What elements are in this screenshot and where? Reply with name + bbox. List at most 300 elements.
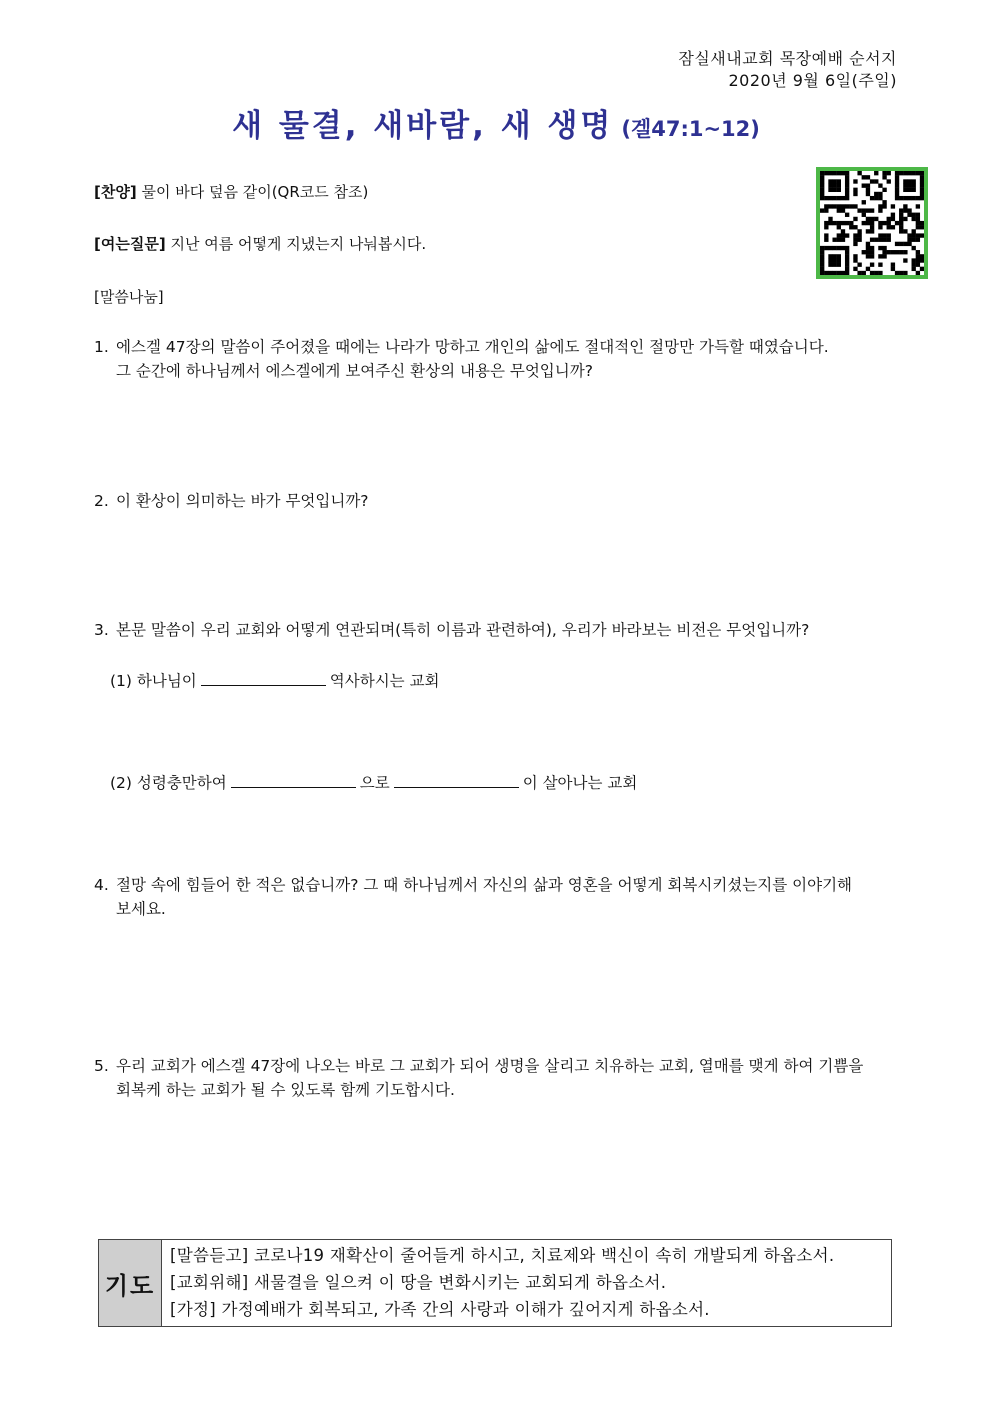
qr-module bbox=[857, 208, 861, 212]
qr-module bbox=[824, 208, 828, 212]
qr-module bbox=[920, 175, 924, 179]
qr-module bbox=[828, 246, 832, 250]
qr-module bbox=[870, 250, 874, 254]
scripture-reference: (겔47:1~12) bbox=[621, 117, 760, 141]
qr-module bbox=[820, 188, 824, 192]
qr-module bbox=[878, 225, 882, 229]
qr-module bbox=[832, 183, 836, 187]
qr-module bbox=[841, 171, 845, 175]
qr-module bbox=[920, 188, 924, 192]
qr-module bbox=[916, 254, 920, 258]
qr-module bbox=[870, 254, 874, 258]
qr-module bbox=[903, 229, 907, 233]
qr-module bbox=[895, 250, 899, 254]
qr-module bbox=[853, 242, 857, 246]
page-title bbox=[0, 100, 992, 145]
qr-module bbox=[920, 254, 924, 258]
qr-module bbox=[820, 175, 824, 179]
qr-module bbox=[820, 192, 824, 196]
qr-module bbox=[845, 258, 849, 262]
qr-module bbox=[862, 175, 866, 179]
qr-module bbox=[845, 233, 849, 237]
qr-module bbox=[849, 225, 853, 229]
qr-module bbox=[907, 233, 911, 237]
qr-module bbox=[857, 229, 861, 233]
qr-module bbox=[845, 179, 849, 183]
qr-module bbox=[916, 263, 920, 267]
qr-module bbox=[824, 246, 828, 250]
qr-module bbox=[878, 263, 882, 267]
qr-module bbox=[845, 183, 849, 187]
qr-module bbox=[874, 179, 878, 183]
fill-in-blank[interactable] bbox=[231, 773, 356, 788]
qr-module bbox=[878, 196, 882, 200]
question-5 bbox=[94, 1054, 894, 1102]
qr-module bbox=[866, 242, 870, 246]
question-text: 우리 교회가 에스겔 47장에 나오는 바로 그 교회가 되어 생명을 살리고 치유하는 교회, 열매를 맺게 하여 기쁨을 bbox=[116, 1057, 864, 1075]
qr-module bbox=[916, 225, 920, 229]
sermon-title: 새 물결, 새바람, 새 생명 bbox=[232, 108, 614, 144]
question-text-cont: 회복케 하는 교회가 될 수 있도록 함께 기도합시다. bbox=[116, 1081, 455, 1099]
qr-module bbox=[907, 188, 911, 192]
qr-module bbox=[874, 171, 878, 175]
qr-module bbox=[907, 208, 911, 212]
qr-module bbox=[853, 179, 857, 183]
qr-module bbox=[828, 188, 832, 192]
qr-module bbox=[891, 267, 895, 271]
qr-module bbox=[866, 188, 870, 192]
service-date: 2020년 9월 6일(주일) bbox=[728, 71, 897, 90]
qr-module bbox=[866, 192, 870, 196]
qr-module bbox=[903, 204, 907, 208]
qr-module bbox=[837, 221, 841, 225]
qr-module bbox=[895, 188, 899, 192]
qr-module bbox=[866, 175, 870, 179]
qr-module bbox=[920, 196, 924, 200]
qr-module bbox=[862, 183, 866, 187]
qr-module bbox=[862, 250, 866, 254]
qr-module bbox=[895, 192, 899, 196]
qr-module bbox=[845, 263, 849, 267]
qr-module bbox=[820, 267, 824, 271]
qr-module bbox=[899, 229, 903, 233]
qr-module bbox=[837, 263, 841, 267]
qr-module bbox=[837, 246, 841, 250]
qr-module bbox=[845, 221, 849, 225]
qr-module bbox=[912, 233, 916, 237]
qr-module bbox=[920, 225, 924, 229]
qr-module bbox=[866, 217, 870, 221]
qr-module bbox=[837, 183, 841, 187]
qr-module bbox=[887, 221, 891, 225]
qr-module bbox=[887, 233, 891, 237]
sub-item-2-prefix: (2) 성령충만하여 bbox=[110, 774, 227, 792]
qr-module bbox=[916, 204, 920, 208]
question-number: 4. bbox=[94, 876, 109, 894]
qr-module bbox=[903, 217, 907, 221]
qr-module bbox=[824, 271, 828, 275]
sub-item-2 bbox=[110, 772, 637, 794]
qr-module bbox=[828, 254, 832, 258]
qr-module bbox=[870, 217, 874, 221]
opening-question-tag: [여는질문] bbox=[94, 235, 166, 253]
qr-module bbox=[828, 171, 832, 175]
qr-module bbox=[841, 208, 845, 212]
qr-module bbox=[920, 221, 924, 225]
qr-module bbox=[828, 258, 832, 262]
question-text-cont: 보세요. bbox=[116, 900, 166, 918]
qr-module bbox=[849, 204, 853, 208]
qr-module bbox=[870, 221, 874, 225]
qr-module bbox=[887, 225, 891, 229]
qr-module bbox=[878, 208, 882, 212]
prayer-line: [교회위해] 새물결을 일으켜 이 땅을 변화시키는 교회되게 하옵소서. bbox=[170, 1273, 667, 1292]
qr-module bbox=[853, 238, 857, 242]
qr-module bbox=[820, 263, 824, 267]
qr-module bbox=[912, 246, 916, 250]
qr-module bbox=[845, 250, 849, 254]
sub-item-1 bbox=[110, 670, 440, 692]
qr-module bbox=[907, 242, 911, 246]
qr-module bbox=[866, 250, 870, 254]
question-1 bbox=[94, 335, 894, 383]
qr-module bbox=[903, 196, 907, 200]
qr-module bbox=[878, 233, 882, 237]
qr-module bbox=[920, 267, 924, 271]
qr-module bbox=[882, 175, 886, 179]
qr-module bbox=[845, 213, 849, 217]
qr-module bbox=[916, 250, 920, 254]
qr-module bbox=[828, 179, 832, 183]
qr-module bbox=[874, 196, 878, 200]
qr-module bbox=[878, 183, 882, 187]
qr-module bbox=[820, 258, 824, 262]
question-text-cont: 그 순간에 하나님께서 에스겔에게 보여주신 환상의 내용은 무엇입니까? bbox=[116, 362, 593, 380]
qr-module bbox=[866, 208, 870, 212]
qr-module bbox=[837, 254, 841, 258]
qr-module bbox=[841, 204, 845, 208]
qr-module bbox=[820, 196, 824, 200]
question-text: 본문 말씀이 우리 교회와 어떻게 연관되며(특히 이름과 관련하여), 우리가 바라보는 비전은 무엇입니까? bbox=[116, 621, 810, 639]
qr-module bbox=[887, 171, 891, 175]
qr-module bbox=[828, 196, 832, 200]
qr-module bbox=[853, 192, 857, 196]
qr-module bbox=[916, 217, 920, 221]
qr-module bbox=[882, 250, 886, 254]
qr-module bbox=[832, 204, 836, 208]
qr-code-image bbox=[820, 171, 924, 275]
qr-module bbox=[828, 263, 832, 267]
qr-module bbox=[903, 208, 907, 212]
qr-module bbox=[899, 213, 903, 217]
qr-module bbox=[903, 179, 907, 183]
qr-module bbox=[899, 208, 903, 212]
fill-in-blank[interactable] bbox=[201, 671, 326, 686]
qr-module bbox=[899, 250, 903, 254]
qr-module bbox=[920, 171, 924, 175]
fill-in-blank[interactable] bbox=[394, 773, 519, 788]
qr-module bbox=[862, 221, 866, 225]
qr-module bbox=[878, 204, 882, 208]
header bbox=[678, 48, 897, 92]
qr-module bbox=[882, 204, 886, 208]
qr-module bbox=[920, 183, 924, 187]
qr-module bbox=[837, 188, 841, 192]
qr-module bbox=[899, 171, 903, 175]
qr-module bbox=[870, 225, 874, 229]
qr-module bbox=[849, 221, 853, 225]
qr-module bbox=[912, 171, 916, 175]
qr-module bbox=[845, 175, 849, 179]
qr-module bbox=[912, 179, 916, 183]
qr-module bbox=[820, 179, 824, 183]
qr-module bbox=[878, 254, 882, 258]
qr-module bbox=[912, 183, 916, 187]
qr-module bbox=[895, 242, 899, 246]
qr-module bbox=[903, 250, 907, 254]
qr-module bbox=[907, 179, 911, 183]
qr-module bbox=[887, 238, 891, 242]
qr-module bbox=[912, 267, 916, 271]
qr-module bbox=[857, 233, 861, 237]
sub-item-2-suffix: 이 살아나는 교회 bbox=[522, 774, 638, 792]
question-text: 이 환상이 의미하는 바가 무엇입니까? bbox=[116, 492, 369, 510]
qr-module bbox=[920, 233, 924, 237]
qr-module bbox=[837, 225, 841, 229]
qr-module bbox=[824, 221, 828, 225]
qr-module bbox=[891, 217, 895, 221]
praise-line bbox=[94, 181, 368, 203]
qr-module bbox=[862, 271, 866, 275]
qr-module bbox=[841, 238, 845, 242]
sharing-heading: [말씀나눔] bbox=[94, 288, 164, 306]
question-text: 절망 속에 힘들어 한 적은 없습니까? 그 때 하나님께서 자신의 삶과 영혼을 어떻게 회복시키셨는지를 이야기해 bbox=[116, 876, 853, 894]
qr-module bbox=[837, 258, 841, 262]
qr-module bbox=[895, 271, 899, 275]
qr-module bbox=[828, 183, 832, 187]
qr-module bbox=[882, 254, 886, 258]
qr-module bbox=[907, 238, 911, 242]
qr-module bbox=[841, 271, 845, 275]
qr-module bbox=[878, 246, 882, 250]
qr-module bbox=[891, 213, 895, 217]
qr-module bbox=[866, 254, 870, 258]
qr-module bbox=[870, 263, 874, 267]
qr-module bbox=[870, 238, 874, 242]
qr-module bbox=[841, 246, 845, 250]
qr-module bbox=[837, 171, 841, 175]
qr-module bbox=[895, 179, 899, 183]
qr-module bbox=[912, 229, 916, 233]
qr-module bbox=[878, 271, 882, 275]
qr-module bbox=[870, 179, 874, 183]
qr-module bbox=[920, 179, 924, 183]
qr-module bbox=[903, 183, 907, 187]
qr-module bbox=[882, 238, 886, 242]
opening-question-line bbox=[94, 233, 426, 255]
question-text: 에스겔 47장의 말씀이 주어졌을 때에는 나라가 망하고 개인의 삶에도 절대적인 절망만 가득할 때였습니다. bbox=[116, 338, 829, 356]
qr-module bbox=[882, 246, 886, 250]
qr-module bbox=[874, 217, 878, 221]
qr-module bbox=[895, 183, 899, 187]
qr-module bbox=[903, 188, 907, 192]
qr-module bbox=[912, 238, 916, 242]
qr-module bbox=[882, 233, 886, 237]
qr-module bbox=[916, 221, 920, 225]
qr-module bbox=[841, 196, 845, 200]
qr-module bbox=[841, 233, 845, 237]
prayer-line: [가정] 가정예배가 회복되고, 가족 간의 사랑과 이해가 깊어지게 하옵소서. bbox=[170, 1300, 710, 1319]
qr-module bbox=[837, 233, 841, 237]
qr-module bbox=[828, 271, 832, 275]
qr-module bbox=[845, 254, 849, 258]
qr-module bbox=[837, 208, 841, 212]
qr-module bbox=[903, 271, 907, 275]
qr-module bbox=[903, 242, 907, 246]
praise-tag: [찬양] bbox=[94, 183, 137, 201]
qr-code[interactable] bbox=[816, 167, 928, 279]
qr-module bbox=[874, 271, 878, 275]
qr-module bbox=[832, 179, 836, 183]
qr-module bbox=[895, 171, 899, 175]
qr-module bbox=[907, 213, 911, 217]
prayer-line: [말씀듣고] 코로나19 재확산이 줄어들게 하시고, 치료제와 백신이 속히 개발되게 하옵소서. bbox=[170, 1246, 835, 1265]
qr-module bbox=[912, 217, 916, 221]
qr-module bbox=[853, 254, 857, 258]
qr-module bbox=[899, 221, 903, 225]
church-order-title: 잠실새내교회 목장예배 순서지 bbox=[678, 49, 897, 68]
qr-module bbox=[841, 221, 845, 225]
qr-module bbox=[899, 225, 903, 229]
qr-module bbox=[916, 171, 920, 175]
qr-module bbox=[820, 246, 824, 250]
qr-module bbox=[824, 225, 828, 229]
qr-module bbox=[887, 217, 891, 221]
qr-module bbox=[832, 263, 836, 267]
qr-module bbox=[853, 204, 857, 208]
sub-item-2-middle: 으로 bbox=[359, 774, 390, 792]
qr-module bbox=[832, 246, 836, 250]
qr-module bbox=[916, 213, 920, 217]
qr-module bbox=[895, 221, 899, 225]
qr-module bbox=[870, 208, 874, 212]
qr-module bbox=[837, 271, 841, 275]
qr-module bbox=[820, 183, 824, 187]
qr-module bbox=[832, 254, 836, 258]
qr-module bbox=[853, 188, 857, 192]
qr-module bbox=[912, 196, 916, 200]
qr-module bbox=[832, 271, 836, 275]
qr-module bbox=[870, 271, 874, 275]
question-number: 5. bbox=[94, 1057, 109, 1075]
qr-module bbox=[832, 188, 836, 192]
qr-module bbox=[824, 238, 828, 242]
qr-module bbox=[895, 196, 899, 200]
qr-module bbox=[862, 200, 866, 204]
qr-module bbox=[870, 246, 874, 250]
qr-module bbox=[845, 204, 849, 208]
qr-module bbox=[820, 271, 824, 275]
qr-module bbox=[862, 208, 866, 212]
sub-item-1-prefix: (1) 하나님이 bbox=[110, 672, 197, 690]
qr-module bbox=[853, 267, 857, 271]
qr-module bbox=[845, 171, 849, 175]
qr-module bbox=[866, 246, 870, 250]
qr-module bbox=[824, 233, 828, 237]
qr-module bbox=[874, 238, 878, 242]
question-number: 1. bbox=[94, 338, 109, 356]
qr-module bbox=[899, 196, 903, 200]
qr-module bbox=[820, 208, 824, 212]
qr-module bbox=[862, 213, 866, 217]
qr-module bbox=[891, 204, 895, 208]
qr-module bbox=[899, 217, 903, 221]
qr-module bbox=[841, 229, 845, 233]
qr-module bbox=[853, 233, 857, 237]
qr-module bbox=[878, 238, 882, 242]
qr-module bbox=[837, 196, 841, 200]
question-number: 2. bbox=[94, 492, 109, 510]
qr-module bbox=[899, 242, 903, 246]
qr-module bbox=[837, 179, 841, 183]
qr-module bbox=[895, 175, 899, 179]
qr-module bbox=[870, 196, 874, 200]
qr-module bbox=[845, 196, 849, 200]
qr-module bbox=[824, 196, 828, 200]
qr-module bbox=[853, 258, 857, 262]
question-3 bbox=[94, 618, 894, 642]
qr-module bbox=[907, 196, 911, 200]
qr-module bbox=[882, 200, 886, 204]
qr-module bbox=[912, 213, 916, 217]
qr-module bbox=[832, 196, 836, 200]
qr-module bbox=[820, 254, 824, 258]
question-2 bbox=[94, 489, 894, 513]
prayer-box bbox=[98, 1239, 892, 1327]
qr-module bbox=[832, 221, 836, 225]
qr-module bbox=[832, 258, 836, 262]
opening-question-text: 지난 여름 어떻게 지냈는지 나눠봅시다. bbox=[170, 235, 427, 253]
qr-module bbox=[820, 250, 824, 254]
qr-module bbox=[853, 225, 857, 229]
qr-module bbox=[912, 258, 916, 262]
qr-module bbox=[882, 171, 886, 175]
qr-module bbox=[866, 221, 870, 225]
qr-module bbox=[882, 188, 886, 192]
qr-module bbox=[891, 250, 895, 254]
qr-module bbox=[845, 188, 849, 192]
qr-module bbox=[866, 183, 870, 187]
qr-module bbox=[916, 233, 920, 237]
sub-item-1-suffix: 역사하시는 교회 bbox=[329, 672, 440, 690]
qr-module bbox=[828, 204, 832, 208]
qr-module bbox=[903, 171, 907, 175]
qr-module bbox=[916, 271, 920, 275]
qr-module bbox=[824, 171, 828, 175]
qr-module bbox=[857, 238, 861, 242]
qr-module bbox=[845, 271, 849, 275]
qr-module bbox=[912, 263, 916, 267]
qr-module bbox=[832, 171, 836, 175]
question-number: 3. bbox=[94, 621, 109, 639]
qr-module bbox=[866, 229, 870, 233]
praise-text: 물이 바다 덮음 같이(QR코드 참조) bbox=[141, 183, 369, 201]
qr-module bbox=[837, 204, 841, 208]
qr-module bbox=[899, 271, 903, 275]
qr-module bbox=[857, 263, 861, 267]
qr-module bbox=[824, 204, 828, 208]
qr-module bbox=[878, 192, 882, 196]
